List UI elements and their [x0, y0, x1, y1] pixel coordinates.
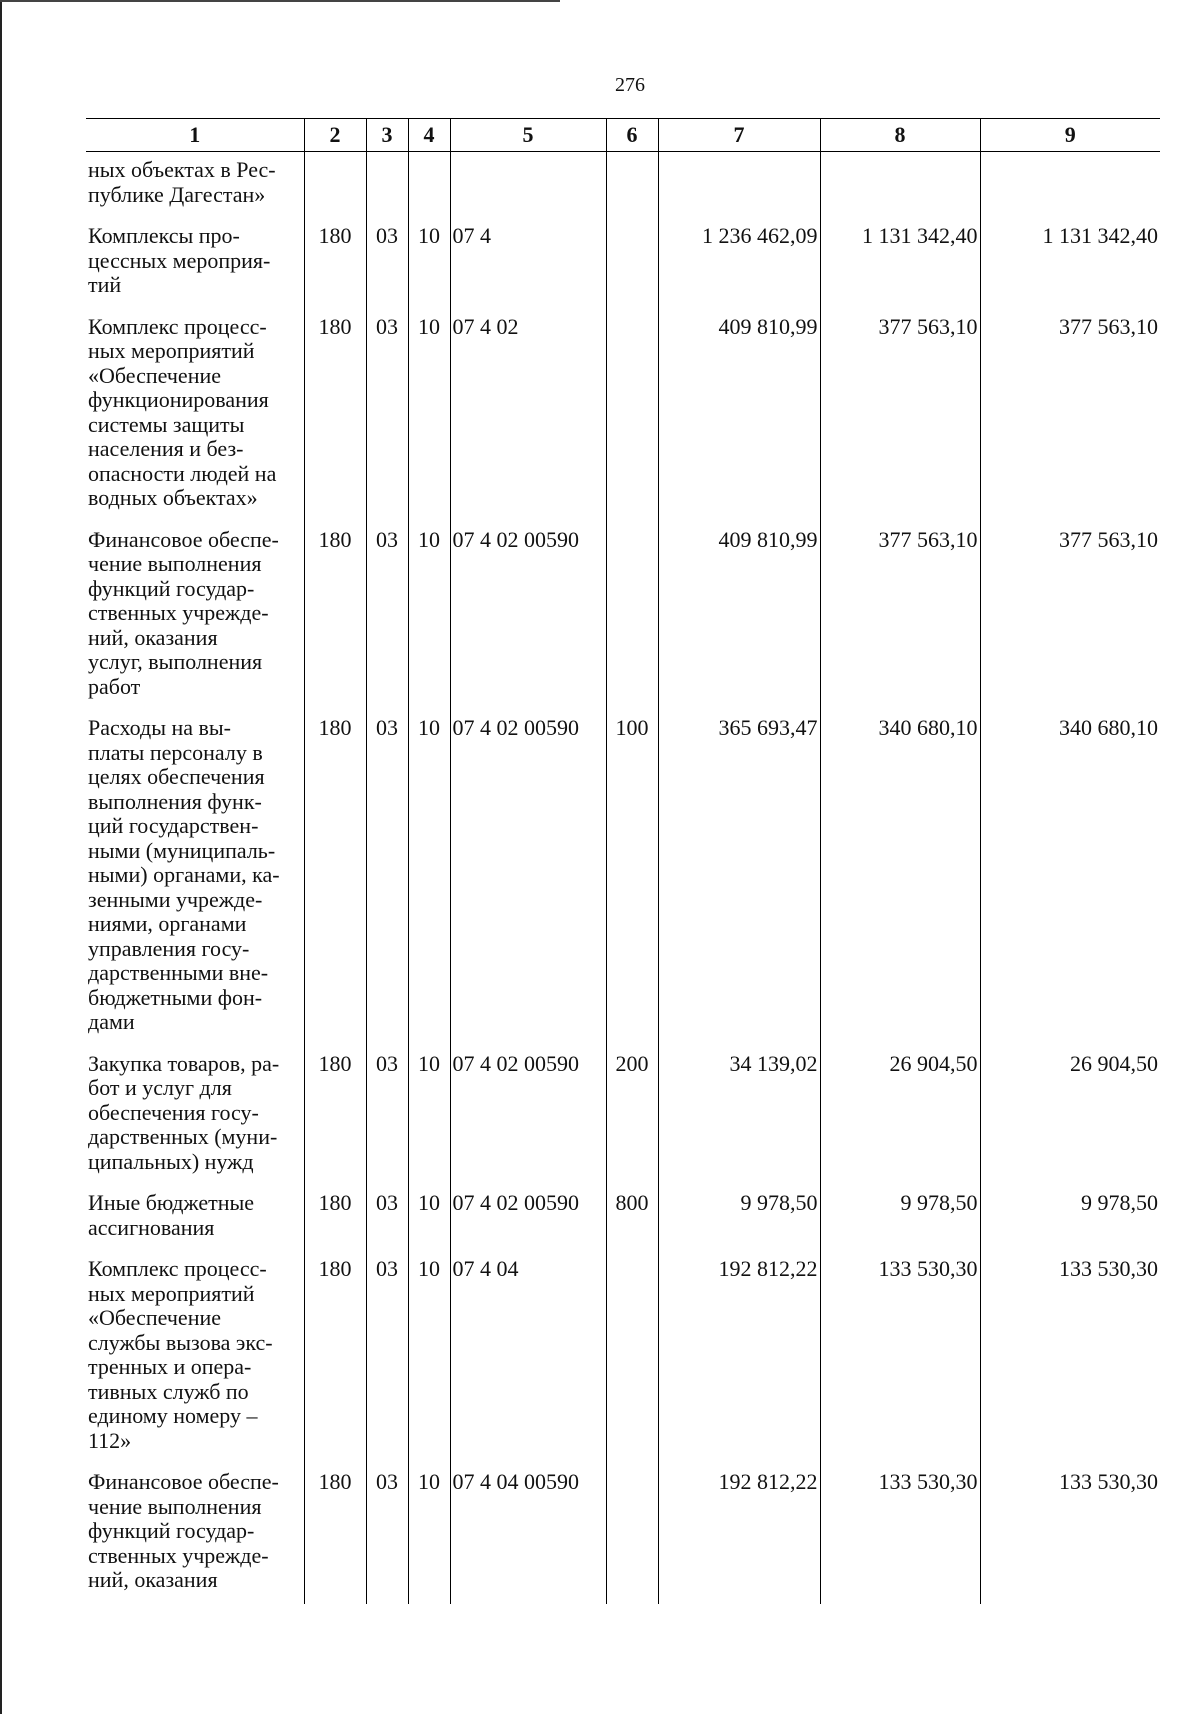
row-code-5: 07 4 04 00590: [450, 1464, 606, 1604]
row-amount-9: 340 680,10: [980, 710, 1160, 1046]
table-row: [86, 1464, 1160, 1604]
row-amount-7: [658, 152, 820, 219]
row-code-5: [450, 152, 606, 219]
row-amount-9: 377 563,10: [980, 309, 1160, 522]
row-code-6: [606, 309, 658, 522]
row-code-6: 200: [606, 1046, 658, 1186]
row-name: Комплекс процесс- ных мероприятий «Обеспечение функционирования системы защиты населения и без- опасности людей на водных объектах»: [88, 313, 277, 510]
row-code-2: [304, 152, 366, 219]
row-amount-7: 9 978,50: [658, 1185, 820, 1251]
row-code-2: 180: [304, 1464, 366, 1604]
row-code-4: 10: [408, 309, 450, 522]
row-code-3: 03: [366, 710, 408, 1046]
table-body: [86, 152, 1160, 1604]
header-col-7: 7: [658, 119, 820, 152]
header-col-3: 3: [366, 119, 408, 152]
row-code-5: 07 4 02 00590: [450, 710, 606, 1046]
row-name: Иные бюджетные ассигнования: [88, 1190, 255, 1240]
row-code-2: 180: [304, 218, 366, 309]
row-amount-7: 1 236 462,09: [658, 218, 820, 309]
row-code-2: 180: [304, 1185, 366, 1251]
table-row: [86, 152, 1160, 219]
row-code-5: 07 4 02 00590: [450, 1046, 606, 1186]
row-amount-9: 9 978,50: [980, 1185, 1160, 1251]
budget-table: [86, 118, 1160, 1604]
header-col-4: 4: [408, 119, 450, 152]
row-amount-8: 133 530,30: [820, 1251, 980, 1464]
row-code-3: 03: [366, 218, 408, 309]
row-name: Комплексы про- цессных мероприя- тий: [88, 223, 271, 297]
row-amount-8: 26 904,50: [820, 1046, 980, 1186]
row-code-2: 180: [304, 710, 366, 1046]
row-amount-7: 365 693,47: [658, 710, 820, 1046]
row-code-2: 180: [304, 309, 366, 522]
table-row: [86, 710, 1160, 1046]
row-code-6: 100: [606, 710, 658, 1046]
header-col-2: 2: [304, 119, 366, 152]
row-amount-9: [980, 152, 1160, 219]
row-amount-9: 133 530,30: [980, 1464, 1160, 1604]
row-code-4: 10: [408, 1185, 450, 1251]
row-code-5: 07 4 04: [450, 1251, 606, 1464]
scan-edge-top: [0, 0, 560, 2]
row-code-6: [606, 522, 658, 711]
row-amount-8: 9 978,50: [820, 1185, 980, 1251]
row-name: Комплекс процесс- ных мероприятий «Обеспечение службы вызова экс- тренных и опера- тивных служб по единому номеру – 112»: [88, 1256, 273, 1453]
row-code-4: 10: [408, 1046, 450, 1186]
row-code-3: [366, 152, 408, 219]
header-col-1: 1: [86, 119, 304, 152]
row-amount-7: 192 812,22: [658, 1251, 820, 1464]
row-code-3: 03: [366, 1046, 408, 1186]
table-row: [86, 218, 1160, 309]
row-amount-9: 26 904,50: [980, 1046, 1160, 1186]
header-col-5: 5: [450, 119, 606, 152]
row-code-2: 180: [304, 1046, 366, 1186]
row-code-5: 07 4 02: [450, 309, 606, 522]
header-row: [86, 119, 1160, 152]
row-name: Закупка товаров, ра- бот и услуг для обеспечения госу- дарственных (муни- ципальных) нужд: [88, 1050, 280, 1174]
table-row: [86, 1251, 1160, 1464]
header-col-8: 8: [820, 119, 980, 152]
row-amount-7: 34 139,02: [658, 1046, 820, 1186]
row-amount-9: 133 530,30: [980, 1251, 1160, 1464]
header-col-9: 9: [980, 119, 1160, 152]
row-code-3: 03: [366, 1251, 408, 1464]
row-amount-8: 340 680,10: [820, 710, 980, 1046]
row-code-6: [606, 218, 658, 309]
row-amount-8: 377 563,10: [820, 522, 980, 711]
table-row: [86, 1185, 1160, 1251]
row-amount-8: 133 530,30: [820, 1464, 980, 1604]
row-amount-7: 409 810,99: [658, 522, 820, 711]
row-code-4: 10: [408, 710, 450, 1046]
row-amount-7: 409 810,99: [658, 309, 820, 522]
row-name: ных объектах в Рес- публике Дагестан»: [88, 157, 276, 207]
table-row: [86, 522, 1160, 711]
row-code-2: 180: [304, 1251, 366, 1464]
row-code-3: 03: [366, 1185, 408, 1251]
row-name: Финансовое обеспе- чение выполнения функций государ- ственных учрежде- ний, оказания: [88, 1469, 279, 1592]
row-code-5: 07 4 02 00590: [450, 1185, 606, 1251]
row-amount-8: 377 563,10: [820, 309, 980, 522]
row-code-4: 10: [408, 1464, 450, 1604]
row-code-5: 07 4 02 00590: [450, 522, 606, 711]
row-code-6: [606, 1464, 658, 1604]
table-row: [86, 309, 1160, 522]
scan-edge-left: [0, 0, 2, 1714]
row-amount-7: 192 812,22: [658, 1464, 820, 1604]
row-code-4: 10: [408, 522, 450, 711]
row-amount-9: 377 563,10: [980, 522, 1160, 711]
row-code-3: 03: [366, 1464, 408, 1604]
page-number: 276: [615, 74, 645, 96]
table-row: [86, 1046, 1160, 1186]
row-code-3: 03: [366, 309, 408, 522]
row-code-5: 07 4: [450, 218, 606, 309]
row-code-4: 10: [408, 218, 450, 309]
row-amount-8: [820, 152, 980, 219]
row-amount-8: 1 131 342,40: [820, 218, 980, 309]
row-code-2: 180: [304, 522, 366, 711]
row-name: Расходы на вы- платы персоналу в целях обеспечения выполнения функ- ций государствен- ными (муниципаль- ными) органами, ка- зенными учрежде- ниями, органами управления госу- дарственными вне- бюджетными фон- дами: [88, 715, 280, 1034]
row-code-4: [408, 152, 450, 219]
row-code-6: [606, 152, 658, 219]
row-code-3: 03: [366, 522, 408, 711]
header-col-6: 6: [606, 119, 658, 152]
row-code-4: 10: [408, 1251, 450, 1464]
row-code-6: [606, 1251, 658, 1464]
row-name: Финансовое обеспе- чение выполнения функций государ- ственных учрежде- ний, оказания услуг, выполнения работ: [88, 526, 279, 699]
row-amount-9: 1 131 342,40: [980, 218, 1160, 309]
row-code-6: 800: [606, 1185, 658, 1251]
table-header: [86, 119, 1160, 152]
